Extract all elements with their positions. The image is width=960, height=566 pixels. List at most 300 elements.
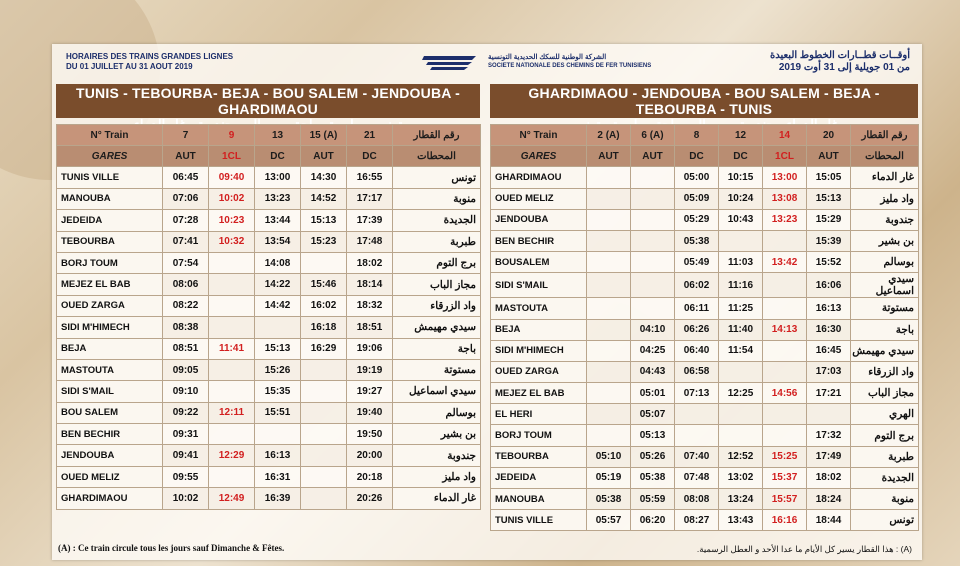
sncft-logo-icon (420, 52, 480, 74)
station-name-ar: سيدي مهيمش (393, 317, 481, 338)
station-row (491, 230, 919, 251)
train-number: 2 (A) (587, 125, 631, 146)
departure-time: 07:06 (163, 188, 209, 209)
departure-time: 05:38 (631, 467, 675, 488)
station-name-ar: مجاز الباب (393, 274, 481, 295)
train-label-ar: رقم القطار (851, 125, 919, 146)
station-row (57, 210, 481, 231)
departure-time: 07:48 (675, 467, 719, 488)
departure-time: 09:40 (209, 167, 255, 188)
departure-time: 05:49 (675, 252, 719, 273)
departure-time: 12:25 (719, 383, 763, 404)
train-number-row (57, 125, 481, 146)
departure-time: 18:24 (807, 489, 851, 510)
train-number: 12 (719, 125, 763, 146)
station-name: JENDOUBA (491, 209, 587, 230)
departure-time (301, 381, 347, 402)
station-row (491, 404, 919, 425)
departure-time: 05:29 (675, 209, 719, 230)
departure-time: 18:14 (347, 274, 393, 295)
departure-time: 15:26 (255, 359, 301, 380)
station-name-ar: واد الزرقاء (851, 361, 919, 382)
departure-time: 09:41 (163, 445, 209, 466)
departure-time: 16:39 (255, 488, 301, 509)
station-name-ar: طبربة (393, 231, 481, 252)
departure-time: 19:06 (347, 338, 393, 359)
departure-time: 09:22 (163, 402, 209, 423)
station-name-ar: مستوتة (851, 298, 919, 319)
departure-time (587, 404, 631, 425)
header-french (66, 52, 233, 72)
train-label: N° Train (57, 125, 163, 146)
company-name-ar: الشركة الوطنية للسكك الحديدية التونسية (488, 54, 607, 61)
departure-time: 04:43 (631, 361, 675, 382)
departure-time: 18:32 (347, 295, 393, 316)
departure-time: 06:45 (163, 167, 209, 188)
departure-time: 06:11 (675, 298, 719, 319)
station-name: SIDI M'HIMECH (57, 317, 163, 338)
station-name: BOU SALEM (57, 402, 163, 423)
departure-time: 14:56 (763, 383, 807, 404)
station-row (57, 381, 481, 402)
right-route-title-fr: GHARDIMAOU - JENDOUBA - BOU SALEM - BEJA - TEBOURBA - TUNIS (528, 85, 880, 117)
departure-time: 09:10 (163, 381, 209, 402)
station-row (491, 252, 919, 273)
departure-time: 13:24 (719, 489, 763, 510)
departure-time: 11:41 (209, 338, 255, 359)
train-number: 14 (763, 125, 807, 146)
station-row (57, 424, 481, 445)
departure-time: 10:23 (209, 210, 255, 231)
station-name-ar: برج التوم (393, 252, 481, 273)
station-name: OUED MELIZ (57, 466, 163, 487)
station-row (491, 425, 919, 446)
departure-time: 05:10 (587, 446, 631, 467)
departure-time: 13:23 (255, 188, 301, 209)
right-timetable (490, 124, 919, 531)
station-name-ar: برج التوم (851, 425, 919, 446)
station-name-ar: واد الزرقاء (393, 295, 481, 316)
station-name-ar: تونس (393, 167, 481, 188)
departure-time (719, 230, 763, 251)
train-number: 15 (A) (301, 125, 347, 146)
departure-time: 11:40 (719, 319, 763, 340)
train-class: AUT (301, 146, 347, 167)
station-name-ar: تونس (851, 510, 919, 531)
departure-time: 05:13 (631, 425, 675, 446)
station-name: TUNIS VILLE (491, 510, 587, 531)
departure-time: 12:49 (209, 488, 255, 509)
departure-time (209, 274, 255, 295)
station-row (57, 338, 481, 359)
departure-time: 18:02 (347, 252, 393, 273)
departure-time (301, 445, 347, 466)
station-name: MEJEZ EL BAB (57, 274, 163, 295)
departure-time: 05:38 (675, 230, 719, 251)
departure-time (209, 295, 255, 316)
station-name-ar: الجديدة (851, 467, 919, 488)
station-row (491, 340, 919, 361)
train-class: 1CL (763, 146, 807, 167)
departure-time: 18:51 (347, 317, 393, 338)
departure-time: 06:02 (675, 273, 719, 298)
departure-time (631, 273, 675, 298)
departure-time: 08:06 (163, 274, 209, 295)
departure-time: 06:20 (631, 510, 675, 531)
station-row (57, 445, 481, 466)
station-name: EL HERI (491, 404, 587, 425)
station-name: JEDEIDA (57, 210, 163, 231)
station-row (57, 295, 481, 316)
class-row (57, 146, 481, 167)
station-name: JEDEIDA (491, 467, 587, 488)
station-name-ar: منوبة (393, 188, 481, 209)
station-name: MASTOUTA (491, 298, 587, 319)
train-class: DC (255, 146, 301, 167)
departure-time (763, 298, 807, 319)
departure-time (587, 252, 631, 273)
departure-time (301, 424, 347, 445)
station-name: MANOUBA (491, 489, 587, 510)
departure-time: 15:46 (301, 274, 347, 295)
departure-time: 16:13 (255, 445, 301, 466)
right-route-title (490, 84, 918, 118)
header-ar-dates: من 01 جويلية إلى 31 أوت 2019 (778, 62, 910, 73)
departure-time: 19:27 (347, 381, 393, 402)
station-name-ar: بن بشير (393, 424, 481, 445)
station-row (491, 510, 919, 531)
departure-time: 20:26 (347, 488, 393, 509)
station-name-ar: بوسالم (851, 252, 919, 273)
departure-time: 09:05 (163, 359, 209, 380)
departure-time: 12:52 (719, 446, 763, 467)
departure-time: 20:00 (347, 445, 393, 466)
train-number: 13 (255, 125, 301, 146)
departure-time: 07:41 (163, 231, 209, 252)
station-name: OUED MELIZ (491, 188, 587, 209)
departure-time (587, 383, 631, 404)
station-row (491, 298, 919, 319)
departure-time: 15:52 (807, 252, 851, 273)
departure-time: 10:02 (209, 188, 255, 209)
footnote-ar: (A) : هذا القطار يسير كل الأيام ما عدا الأحد و العطل الرسمية. (696, 544, 912, 554)
departure-time: 15:57 (763, 489, 807, 510)
station-name: TEBOURBA (491, 446, 587, 467)
departure-time (587, 319, 631, 340)
departure-time (587, 188, 631, 209)
header-arabic (770, 50, 910, 74)
departure-time (763, 425, 807, 446)
train-class: AUT (807, 146, 851, 167)
departure-time: 04:10 (631, 319, 675, 340)
station-name-ar: بن بشير (851, 230, 919, 251)
departure-time: 15:39 (807, 230, 851, 251)
departure-time: 05:59 (631, 489, 675, 510)
departure-time (587, 230, 631, 251)
station-name: BEJA (491, 319, 587, 340)
station-name: BOUSALEM (491, 252, 587, 273)
departure-time: 15:05 (807, 167, 851, 188)
station-name-ar: مستوتة (393, 359, 481, 380)
departure-time: 13:02 (719, 467, 763, 488)
station-row (491, 188, 919, 209)
departure-time (631, 209, 675, 230)
train-number: 21 (347, 125, 393, 146)
train-class: DC (347, 146, 393, 167)
station-row (491, 209, 919, 230)
departure-time (587, 273, 631, 298)
departure-time (587, 425, 631, 446)
departure-time: 19:50 (347, 424, 393, 445)
station-name-ar: جندوبة (393, 445, 481, 466)
departure-time: 10:24 (719, 188, 763, 209)
station-name: SIDI S'MAIL (57, 381, 163, 402)
departure-time (631, 230, 675, 251)
station-name: MASTOUTA (57, 359, 163, 380)
departure-time: 10:32 (209, 231, 255, 252)
departure-time: 05:00 (675, 167, 719, 188)
departure-time: 11:16 (719, 273, 763, 298)
station-name-ar: غار الدماء (851, 167, 919, 188)
departure-time: 09:55 (163, 466, 209, 487)
departure-time: 10:02 (163, 488, 209, 509)
station-row (491, 273, 919, 298)
station-name: BEN BECHIR (491, 230, 587, 251)
departure-time: 05:38 (587, 489, 631, 510)
departure-time: 17:21 (807, 383, 851, 404)
departure-time: 08:22 (163, 295, 209, 316)
departure-time: 11:03 (719, 252, 763, 273)
departure-time (807, 404, 851, 425)
company-name (488, 54, 651, 70)
departure-time: 15:29 (807, 209, 851, 230)
header-ar-title: أوقــات قطــارات الخطوط البعيدة (769, 50, 910, 61)
station-row (491, 446, 919, 467)
departure-time: 06:40 (675, 340, 719, 361)
station-name: OUED ZARGA (491, 361, 587, 382)
departure-time (631, 167, 675, 188)
departure-time (763, 361, 807, 382)
departure-time (301, 359, 347, 380)
departure-time: 16:31 (255, 466, 301, 487)
departure-time: 20:18 (347, 466, 393, 487)
station-name-ar: بوسالم (393, 402, 481, 423)
station-name-ar: الهري (851, 404, 919, 425)
departure-time: 06:58 (675, 361, 719, 382)
departure-time (587, 298, 631, 319)
departure-time (301, 488, 347, 509)
station-row (57, 488, 481, 509)
station-name-ar: غار الدماء (393, 488, 481, 509)
departure-time (719, 425, 763, 446)
departure-time (209, 466, 255, 487)
departure-time: 11:54 (719, 340, 763, 361)
departure-time (587, 361, 631, 382)
train-class: DC (719, 146, 763, 167)
departure-time: 07:54 (163, 252, 209, 273)
station-row (57, 317, 481, 338)
station-name-ar: مجاز الباب (851, 383, 919, 404)
gares-label-ar: المحطات (851, 146, 919, 167)
departure-time: 05:19 (587, 467, 631, 488)
departure-time: 13:23 (763, 209, 807, 230)
departure-time (301, 466, 347, 487)
departure-time: 15:35 (255, 381, 301, 402)
departure-time: 08:38 (163, 317, 209, 338)
departure-time: 16:06 (807, 273, 851, 298)
departure-time (209, 317, 255, 338)
left-route-title (56, 84, 480, 118)
departure-time: 15:13 (807, 188, 851, 209)
departure-time: 15:13 (301, 210, 347, 231)
departure-time: 17:03 (807, 361, 851, 382)
departure-time: 08:08 (675, 489, 719, 510)
departure-time: 16:45 (807, 340, 851, 361)
departure-time: 13:42 (763, 252, 807, 273)
departure-time: 17:49 (807, 446, 851, 467)
station-name: SIDI M'HIMECH (491, 340, 587, 361)
departure-time (631, 188, 675, 209)
station-row (491, 383, 919, 404)
station-name: TUNIS VILLE (57, 167, 163, 188)
departure-time: 15:37 (763, 467, 807, 488)
departure-time: 14:13 (763, 319, 807, 340)
station-row (491, 167, 919, 188)
departure-time: 13:00 (255, 167, 301, 188)
station-name: BORJ TOUM (491, 425, 587, 446)
station-name-ar: منوبة (851, 489, 919, 510)
station-name-ar: سيدي مهيمش (851, 340, 919, 361)
departure-time: 10:15 (719, 167, 763, 188)
departure-time (209, 252, 255, 273)
footnote-fr: (A) : Ce train circule tous les jours sauf Dimanche & Fêtes. (58, 543, 285, 553)
gares-label: GARES (57, 146, 163, 167)
departure-time (763, 230, 807, 251)
train-label-ar: رقم القطار (393, 125, 481, 146)
station-name: MEJEZ EL BAB (491, 383, 587, 404)
departure-time: 07:13 (675, 383, 719, 404)
departure-time: 09:31 (163, 424, 209, 445)
departure-time: 08:51 (163, 338, 209, 359)
departure-time: 14:22 (255, 274, 301, 295)
departure-time: 13:08 (763, 188, 807, 209)
station-name: OUED ZARGA (57, 295, 163, 316)
departure-time: 15:23 (301, 231, 347, 252)
station-name: MANOUBA (57, 188, 163, 209)
departure-time: 16:30 (807, 319, 851, 340)
station-name: BEN BECHIR (57, 424, 163, 445)
station-row (491, 319, 919, 340)
departure-time (719, 361, 763, 382)
station-name-ar: باجة (393, 338, 481, 359)
departure-time: 16:13 (807, 298, 851, 319)
departure-time: 16:18 (301, 317, 347, 338)
departure-time: 04:25 (631, 340, 675, 361)
departure-time (255, 317, 301, 338)
departure-time: 13:44 (255, 210, 301, 231)
train-number: 8 (675, 125, 719, 146)
train-number: 9 (209, 125, 255, 146)
departure-time: 10:43 (719, 209, 763, 230)
departure-time (209, 381, 255, 402)
departure-time: 16:16 (763, 510, 807, 531)
departure-time: 07:28 (163, 210, 209, 231)
departure-time: 15:13 (255, 338, 301, 359)
station-name-ar: جندوبة (851, 209, 919, 230)
departure-time: 17:32 (807, 425, 851, 446)
station-row (57, 402, 481, 423)
departure-time (587, 340, 631, 361)
departure-time (209, 359, 255, 380)
train-number-row (491, 125, 919, 146)
departure-time (719, 404, 763, 425)
station-name-ar: باجة (851, 319, 919, 340)
departure-time: 05:09 (675, 188, 719, 209)
departure-time: 16:55 (347, 167, 393, 188)
departure-time (763, 340, 807, 361)
departure-time: 19:40 (347, 402, 393, 423)
departure-time: 05:01 (631, 383, 675, 404)
departure-time (675, 425, 719, 446)
train-class: AUT (163, 146, 209, 167)
station-name: SIDI S'MAIL (491, 273, 587, 298)
header-fr-title: HORAIRES DES TRAINS GRANDES LIGNES (66, 52, 234, 61)
departure-time: 16:02 (301, 295, 347, 316)
station-name: GHARDIMAOU (57, 488, 163, 509)
company-name-fr: SOCIETE NATIONALE DES CHEMINS DE FER TUNISIENS (488, 63, 652, 69)
departure-time: 05:26 (631, 446, 675, 467)
departure-time: 13:54 (255, 231, 301, 252)
station-name-ar: واد مليز (851, 188, 919, 209)
departure-time: 05:57 (587, 510, 631, 531)
station-name: GHARDIMAOU (491, 167, 587, 188)
departure-time: 19:19 (347, 359, 393, 380)
departure-time: 07:40 (675, 446, 719, 467)
departure-time (587, 167, 631, 188)
train-class: 1CL (209, 146, 255, 167)
train-number: 20 (807, 125, 851, 146)
departure-time: 12:11 (209, 402, 255, 423)
departure-time: 12:29 (209, 445, 255, 466)
class-row (491, 146, 919, 167)
departure-time: 13:00 (763, 167, 807, 188)
train-label: N° Train (491, 125, 587, 146)
departure-time: 08:27 (675, 510, 719, 531)
departure-time: 11:25 (719, 298, 763, 319)
left-route-title-fr: TUNIS - TEBOURBA- BEJA - BOU SALEM - JENDOUBA - GHARDIMAOU (75, 85, 461, 117)
station-name: BEJA (57, 338, 163, 359)
station-row (57, 231, 481, 252)
station-name-ar: واد مليز (393, 466, 481, 487)
departure-time: 16:29 (301, 338, 347, 359)
departure-time: 05:07 (631, 404, 675, 425)
departure-time (675, 404, 719, 425)
departure-time: 14:42 (255, 295, 301, 316)
station-row (491, 467, 919, 488)
departure-time: 17:17 (347, 188, 393, 209)
departure-time: 14:52 (301, 188, 347, 209)
station-name: TEBOURBA (57, 231, 163, 252)
departure-time (255, 424, 301, 445)
departure-time (631, 252, 675, 273)
station-name: JENDOUBA (57, 445, 163, 466)
departure-time (631, 298, 675, 319)
train-number: 7 (163, 125, 209, 146)
departure-time (301, 252, 347, 273)
left-timetable (56, 124, 481, 510)
station-row (57, 466, 481, 487)
station-row (57, 188, 481, 209)
